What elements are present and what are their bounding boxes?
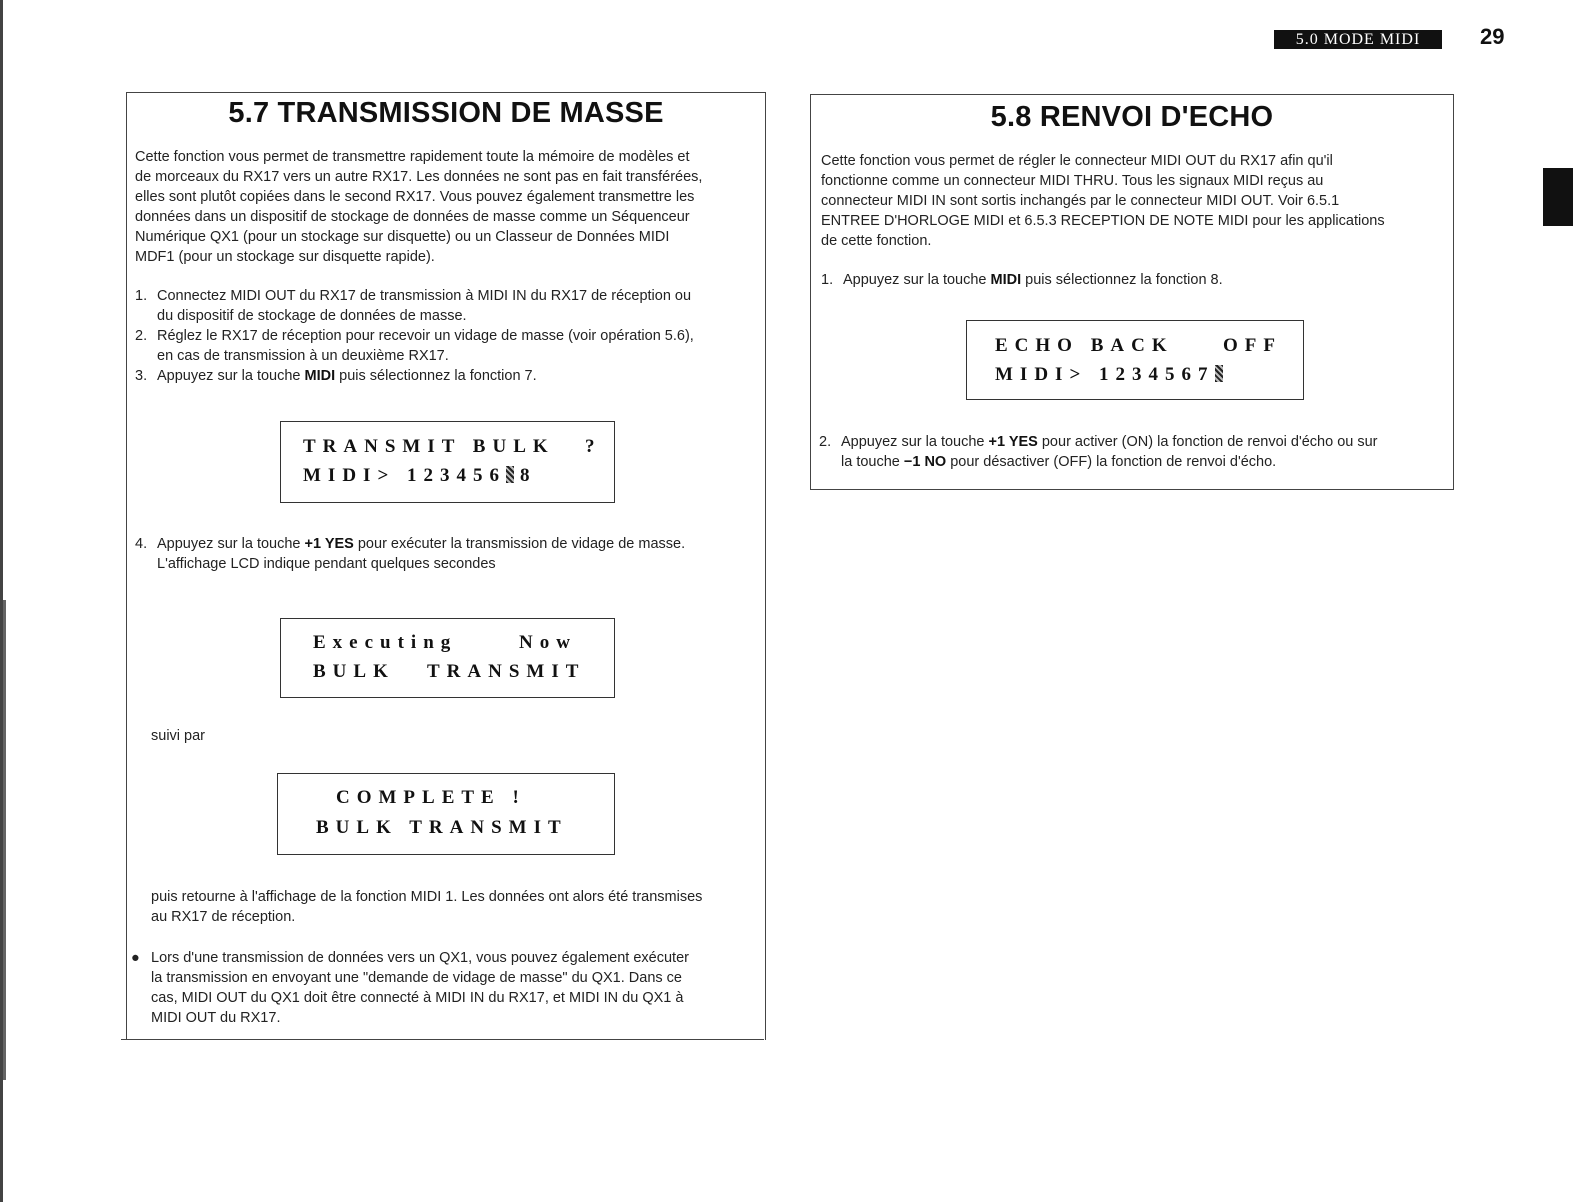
- lcd-complete: COMPLETE ! BULK TRANSMIT: [277, 773, 615, 855]
- lcd-executing-now: Executing Now BULK TRANSMIT: [280, 618, 615, 698]
- thumb-tab-marker: [1543, 168, 1573, 226]
- bullet-note: ● Lors d'une transmission de données vers un QX1, vous pouvez également exécuter la transmission en envoyant une "demande de vidage de masse" du QX1. Dans ce cas, MIDI OUT du QX1 doit être connecté à MIDI IN du RX17, et MIDI IN du QX1 à MIDI OUT du RX17.: [131, 950, 689, 1026]
- section-transmission-de-masse: [126, 92, 766, 1040]
- binding-edge-marks: [0, 0, 8, 1202]
- step-4: 4. Appuyez sur la touche +1 YES pour exécuter la transmission de vidage de masse. L'affichage LCD indique pendant quelques secondes: [135, 536, 686, 572]
- page-number: 29: [1480, 24, 1505, 49]
- intro-paragraph: Cette fonction vous permet de régler le connecteur MIDI OUT du RX17 afin qu'il fonctionne comme un connecteur MIDI THRU. Tous les signaux MIDI reçus au connecteur MIDI IN sont sortis inchangés par le connecteur MIDI OUT. Voir 6.5.1 ENTREE D'HORLOGE MIDI et 6.5.3 RECEPTION DE NOTE MIDI pour les applications de cette fonction.: [821, 153, 1385, 249]
- lcd-cursor-block: [1215, 365, 1223, 382]
- followed-by-text: suivi par: [151, 728, 205, 744]
- step-1: 1. Appuyez sur la touche MIDI puis sélectionnez la fonction 8.: [821, 272, 1223, 288]
- lcd-echo-back: ECHO BACK OFF MIDI> 1234567: [966, 320, 1304, 400]
- after-paragraph: puis retourne à l'affichage de la fonction MIDI 1. Les données ont alors été transmises au RX17 de réception.: [151, 889, 703, 925]
- section-renvoi-decho: [810, 94, 1454, 490]
- lcd-cursor-block: [506, 466, 514, 483]
- lcd-transmit-bulk: TRANSMIT BULK ? MIDI> 123456 8: [280, 421, 615, 503]
- step-2: 2. Appuyez sur la touche +1 YES pour activer (ON) la fonction de renvoi d'écho ou sur la touche −1 NO pour désactiver (OFF) la fonction de renvoi d'écho.: [819, 434, 1378, 470]
- intro-paragraph: Cette fonction vous permet de transmettre rapidement toute la mémoire de modèles et de morceaux du RX17 vers un autre RX17. Les données ne sont pas en fait transférées, elles sont plutôt copiées dans le second RX17. Vous pouvez également transmettre les données dans un dispositif de stockage de données de masse comme un Séquenceur Numérique QX1 (pour un stockage sur disquette) ou un Classeur de Données MIDI MDF1 (pour un stockage sur disquette rapide).: [135, 149, 703, 265]
- section-title: 5.7 TRANSMISSION DE MASSE: [228, 97, 664, 129]
- section-title: 5.8 RENVOI D'ECHO: [990, 101, 1274, 133]
- step-3: 3. Appuyez sur la touche MIDI puis sélectionnez la fonction 7.: [135, 368, 537, 384]
- bullet-icon: ●: [131, 950, 140, 966]
- section-bottom-rule: [121, 1039, 764, 1040]
- step-2: 2. Réglez le RX17 de réception pour recevoir un vidage de masse (voir opération 5.6), en cas de transmission à un deuxième RX17.: [135, 328, 694, 364]
- step-1: 1. Connectez MIDI OUT du RX17 de transmission à MIDI IN du RX17 de réception ou du dispositif de stockage de données de masse.: [135, 288, 692, 324]
- section-header-label: 5.0 MODE MIDI: [1274, 30, 1442, 49]
